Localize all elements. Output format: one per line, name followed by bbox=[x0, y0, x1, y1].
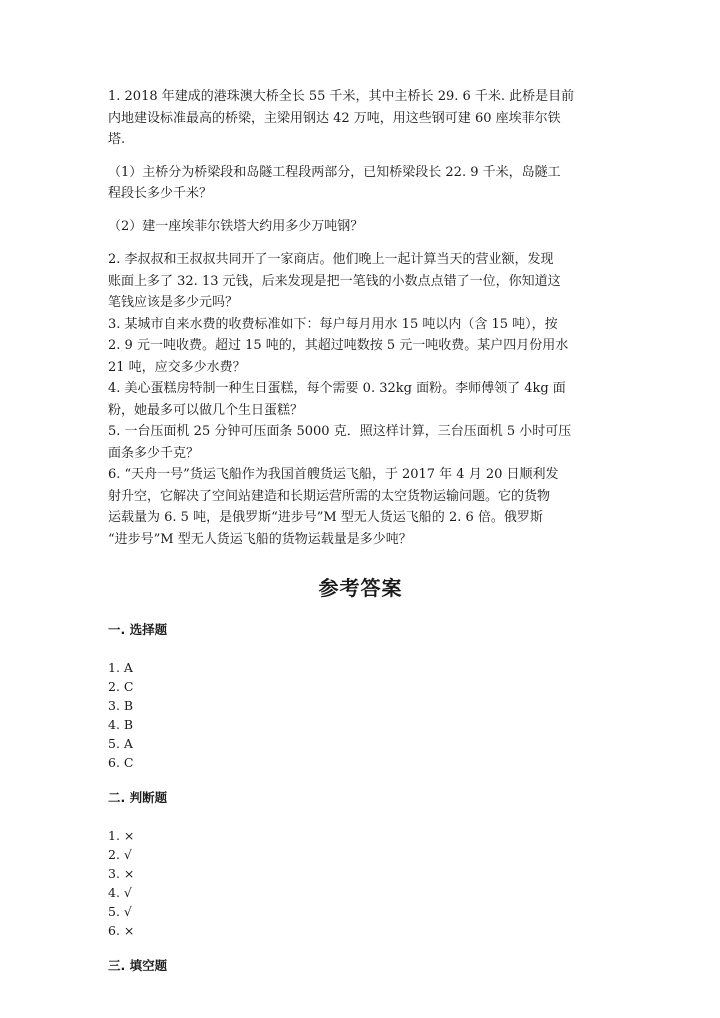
problem-5-line: 面条多少千克？ bbox=[108, 445, 200, 461]
problem-2-line: 2. 李叔叔和王叔叔共同开了一家商店。他们晚上一起计算当天的营业额，发现 bbox=[108, 252, 554, 267]
problem-3-line: 21 吨，应交多少水费？ bbox=[108, 359, 246, 375]
problem-4-line: 粉，她最多可以做几个生日蛋糕？ bbox=[108, 402, 304, 418]
answer-list bbox=[108, 658, 613, 772]
problem-3 bbox=[108, 314, 613, 379]
problem-1-question-2: （2）建一座埃菲尔铁塔大约用多少万吨钢？ bbox=[108, 218, 364, 234]
problem-6-line: “进步号”M 型无人货运飞船的货物运载量是多少吨？ bbox=[108, 531, 412, 547]
problem-3-line: 2. 9 元一吨收费。超过 15 吨的，其超过吨数按 5 元一吨收费。某户四月份用水 bbox=[108, 338, 569, 353]
section-choice bbox=[108, 621, 613, 772]
problem-4-line: 4. 美心蛋糕房特制一种生日蛋糕，每个需要 0. 32kg 面粉。李师傅领了 4kg 面 bbox=[108, 381, 566, 396]
answer-item: 6. C bbox=[108, 755, 134, 770]
answer-item: 4. B bbox=[108, 717, 134, 732]
problem-6 bbox=[108, 464, 613, 550]
problem-2-line: 账面上多了 32. 13 元钱，后来发现是把一笔钱的小数点点错了一位，你知道这 bbox=[108, 273, 561, 289]
problem-5 bbox=[108, 421, 613, 464]
problem-1-question-1-line: （1）主桥分为桥梁段和岛隧工程段两部分，已知桥梁段长 22. 9 千米，岛隧工 bbox=[108, 164, 561, 180]
section-heading: 一. 选择题 bbox=[108, 622, 168, 637]
problem-1-question-1 bbox=[108, 162, 613, 205]
answer-item: 3. B bbox=[108, 698, 134, 713]
problem-1-line: 塔. bbox=[108, 132, 126, 147]
answer-item: 5. √ bbox=[108, 904, 132, 919]
section-fill bbox=[108, 957, 613, 975]
answer-item: 4. √ bbox=[108, 885, 132, 900]
document-page bbox=[108, 86, 613, 975]
problem-6-line: 运载量为 6. 5 吨，是俄罗斯“进步号”M 型无人货运飞船的 2. 6 倍。俄罗斯 bbox=[108, 510, 543, 525]
answer-item: 3. × bbox=[108, 866, 135, 881]
problem-4 bbox=[108, 378, 613, 421]
answer-item: 1. A bbox=[108, 660, 133, 675]
problem-1-question-1-line: 程段长多少千米？ bbox=[108, 186, 213, 201]
answer-item: 2. √ bbox=[108, 847, 132, 862]
problem-6-line: 射升空，它解决了空间站建造和长期运营所需的太空货物运输问题。它的货物 bbox=[108, 488, 551, 504]
problem-6-line: 6. “天舟一号”货运飞船作为我国首艘货运飞船，于 2017 年 4 月 20 日顺利发 bbox=[108, 467, 559, 482]
problem-1-line: 1. 2018 年建成的港珠澳大桥全长 55 千米，其中主桥长 29. 6 千米. 此桥是目前 bbox=[108, 89, 575, 104]
problem-3-line: 3. 某城市自来水费的收费标准如下：每户每月用水 15 吨以内（含 15 吨），按 bbox=[108, 316, 558, 332]
section-heading: 三. 填空题 bbox=[108, 958, 168, 973]
answer-item: 1. × bbox=[108, 828, 135, 843]
answer-item: 6. × bbox=[108, 923, 135, 938]
answer-title: 参考答案 bbox=[318, 576, 403, 600]
section-heading: 二. 判断题 bbox=[108, 790, 168, 805]
answer-item: 2. C bbox=[108, 679, 134, 694]
answer-item: 5. A bbox=[108, 736, 133, 751]
problem-2-line: 笔钱应该是多少元吗？ bbox=[108, 295, 239, 310]
problem-2 bbox=[108, 249, 613, 314]
answer-list bbox=[108, 826, 613, 940]
problem-1 bbox=[108, 86, 613, 151]
problem-5-line: 5. 一台压面机 25 分钟可压面条 5000 克．照这样计算，三台压面机 5 小时可压 bbox=[108, 424, 572, 439]
problem-1-line: 内地建设标准最高的桥梁，主梁用钢达 42 万吨，用这些钢可建 60 座埃菲尔铁 bbox=[108, 110, 561, 126]
section-judge bbox=[108, 789, 613, 940]
